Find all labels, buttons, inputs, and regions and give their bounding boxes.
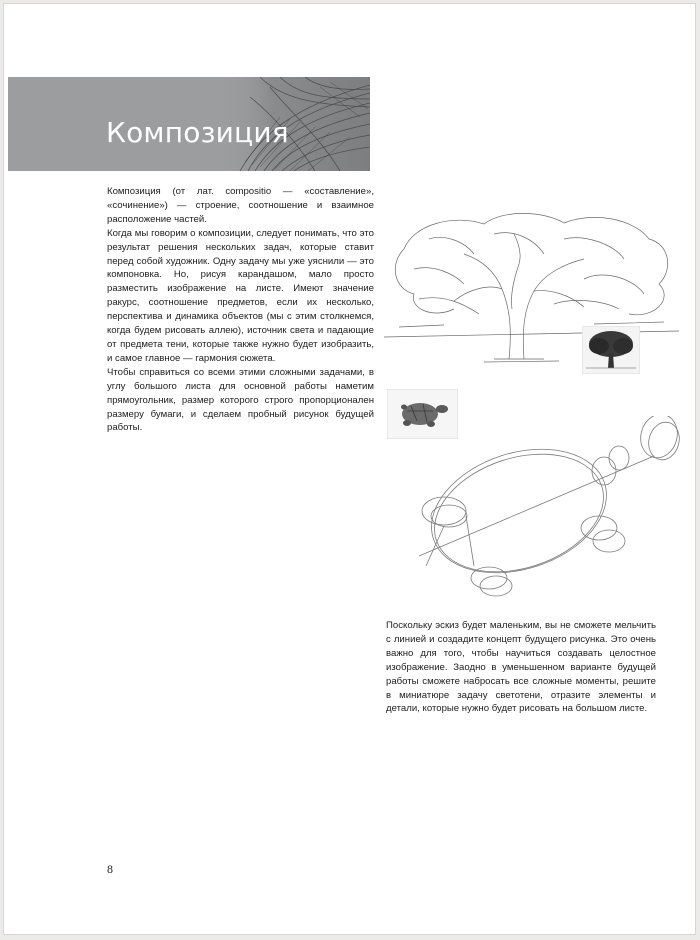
turtle-sketch-illustration — [414, 416, 689, 606]
body-paragraph: Чтобы справиться со всеми этими сложными задачами, в углу большого листа для основной работы наметим прямоугольник, размер которого строго пропорционален размеру бумаги, и сделаем пробный рисунок будущей работы. — [107, 366, 374, 434]
page-number: 8 — [107, 862, 113, 876]
caption-paragraph: Поскольку эскиз будет маленьким, вы не сможете мельчить с линией и создадите концепт будущего рисунка. Это очень важно для того, чтобы научиться создавать целостное изображение. Заодно в уменьшенном варианте будущей работы сможете набросать все сложные моменты, решите в миниатюре задачу светотени, отразите элементы и детали, которые нужно будет рисовать на большом листе. — [386, 620, 656, 715]
book-page — [3, 3, 696, 935]
chapter-banner — [8, 77, 370, 171]
body-paragraph: Когда мы говорим о композиции, следует понимать, что это результат решения нескольких задач, которые ставит перед собой художник. Одну задачу мы уже уяснили — это компоновка. Но, рисуя карандашом, мало просто разместить изображение на листе. Имеют значение ракурс, соотношение предметов, если их несколько, перспектива и динамика объектов (мы с этим столкнемся, когда будем рисовать аллею), источник света и падающие от предмета тени, которые также нужно будет изобразить, и самое главное — гармония сюжета. — [107, 227, 374, 364]
caption-text — [386, 619, 656, 716]
body-paragraph: Композиция (от лат. compositio — «составление», «сочинение») — строение, соотношение и взаимное расположение частей. — [107, 186, 374, 225]
body-text — [107, 185, 374, 435]
tree-photo — [582, 326, 640, 374]
chapter-title: Композиция — [106, 116, 289, 149]
